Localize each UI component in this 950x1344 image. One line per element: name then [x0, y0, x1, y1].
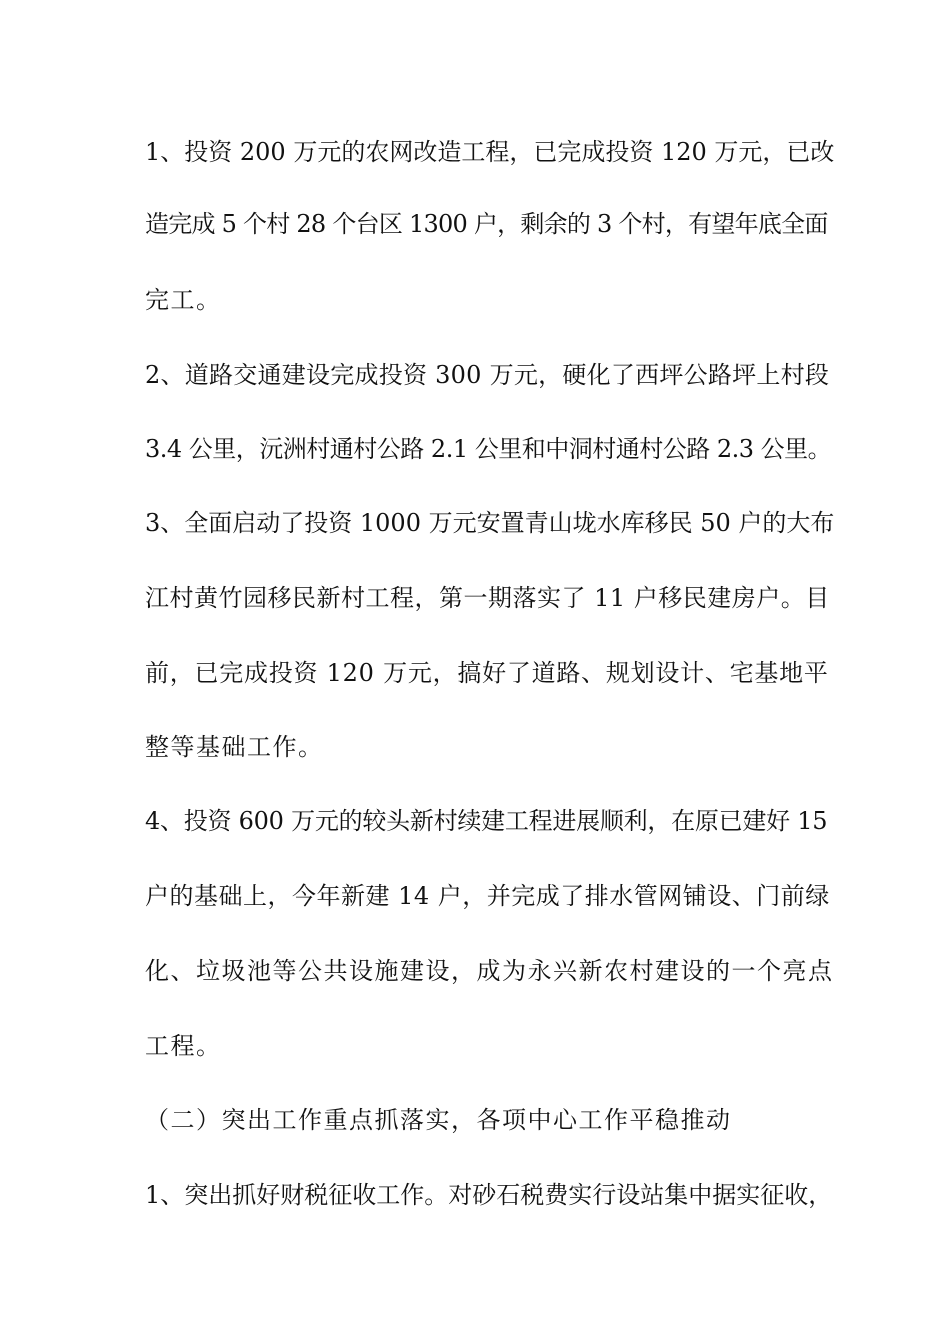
text-line-15: 1、突出抓好财税征收工作。对砂石税费实行设站集中据实征收， [145, 1181, 833, 1209]
text-line-11: 户的基础上，今年新建 14 户，并完成了排水管网铺设、门前绿 [145, 882, 830, 910]
text-line-1: 1、投资 200 万元的农网改造工程，已完成投资 120 万元，已改 [145, 138, 835, 166]
text-line-3: 完工。 [145, 286, 222, 314]
text-line-9: 整等基础工作。 [145, 733, 324, 761]
text-line-12: 化、垃圾池等公共设施建设，成为永兴新农村建设的一个亮点 [145, 957, 834, 985]
text-line-6: 3、全面启动了投资 1000 万元安置青山垅水库移民 50 户的大布 [145, 509, 835, 537]
text-line-8: 前，已完成投资 120 万元，搞好了道路、规划设计、宅基地平 [145, 659, 829, 687]
text-line-4: 2、道路交通建设完成投资 300 万元，硬化了西坪公路坪上村段 [145, 361, 830, 389]
text-line-10: 4、投资 600 万元的较头新村续建工程进展顺利，在原已建好 15 [145, 807, 828, 835]
text-line-2: 造完成 5 个村 28 个台区 1300 户，剩余的 3 个村，有望年底全面 [145, 210, 828, 238]
text-line-14: （二）突出工作重点抓落实，各项中心工作平稳推动 [145, 1106, 732, 1134]
text-line-7: 江村黄竹园移民新村工程，第一期落实了 11 户移民建房户。目 [145, 584, 830, 612]
text-line-5: 3.4 公里，沅洲村通村公路 2.1 公里和中洞村通村公路 2.3 公里。 [145, 435, 832, 463]
text-line-13: 工程。 [145, 1032, 222, 1060]
